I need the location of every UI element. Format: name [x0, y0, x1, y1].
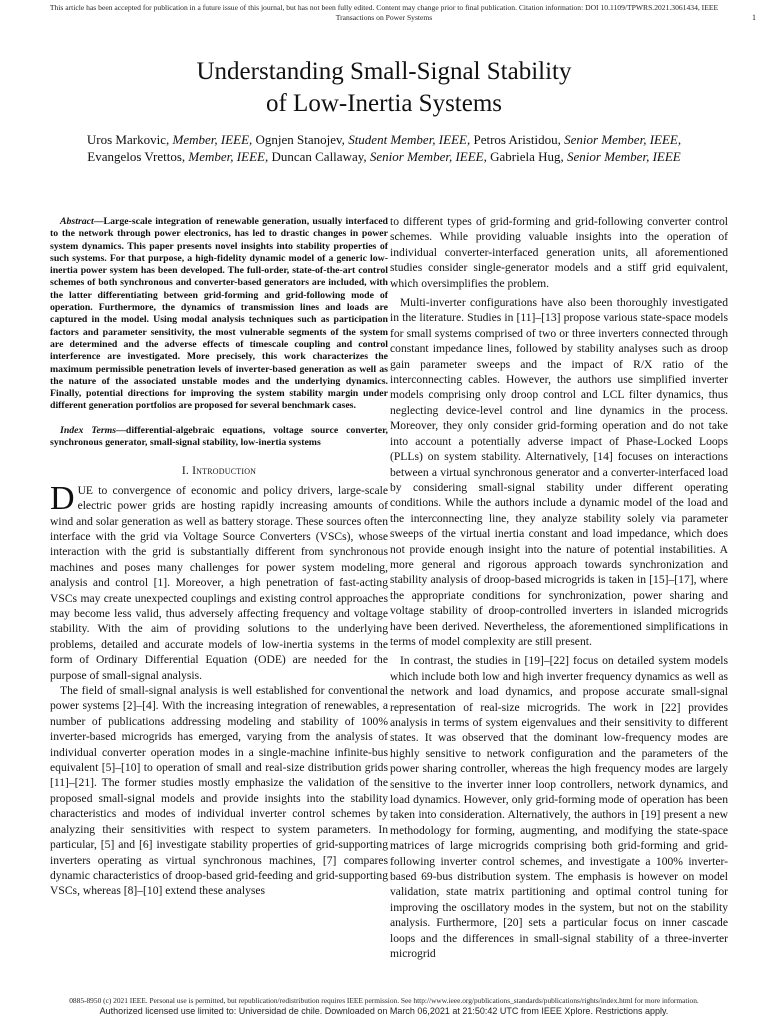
index-terms-text: —differential-algebraic equations, voltage source converter, synchronous generator, small-signal stability, low-inertia systems: [50, 424, 388, 449]
header-notice-line2: Transactions on Power Systems: [335, 13, 433, 22]
abstract-text: —Large-scale integration of renewable generation, usually interfaced to the network through power electronics, has led to drastic changes in power system dynamics. This paper presents novel insights into stability properties of such systems. For that purpose, a high-fidelity dynamic model of a generic low-inertia power system has been developed. The full-order, state-of-the-art control schemes of both synchronous and converter-based generators are included, with the latter differentiating between grid-forming and grid-following mode of operation. Furthermore, the dynamics of transmission lines and loads are captured in the model. Using modal analysis techniques such as participation factors and parameter sensitivity, the most vulnerable segments of the system are determined and the adverse effects of timescale coupling and control interference are investigated. More precisely, this work characterizes the maximum permissible penetration levels of inverter-based generation as well as the nature of the associated unstable modes and the underlying dynamics. Finally, potential directions for improving the system stability margin under different generation portfolios are proposed for several benchmark cases.: [50, 216, 388, 412]
right-paragraph-3: In contrast, the studies in [19]–[22] focus on detailed system models which include both low and high inverter frequency dynamics as well as the network and load dynamics, and propose accurate small-signal representation of real-size microgrids. The work in [22] provides analysis in terms of system eigenvalues and their sensitivity to different states. It was observed that the dominant low-frequency modes are highly sensitive to network configuration and the parameters of the power sharing controller, whereas the high frequency modes are largely sensitive to the inverter inner loop controllers, network dynamics, and load dynamics. However, only grid-forming mode of operation has been taken into consideration. Alternatively, the authors in [19] present a new methodology for forming, augmenting, and modifying the state-space matrices of large microgrids comprising both grid-forming and grid-following inverter control schemes, and investigate a 100% inverter-based 69-bus distribution system. The emphasis is however on model validation, state matrix partitioning and optimal control tuning for improving the oscillatory modes in the system, but not on the stability analysis. Furthermore, [20] sets a particular focus on inner cascade loops and the differences in small-signal stability of a three-inverter microgrid: [390, 654, 728, 961]
header-notice: [0, 3, 768, 23]
author-role: Senior Member, IEEE,: [369, 149, 487, 164]
intro-paragraph-1: [50, 479, 388, 683]
paper-title-line1: Understanding Small-Signal Stability: [196, 58, 572, 85]
author-role: Member, IEEE,: [172, 132, 253, 147]
paper-title: [0, 56, 768, 120]
author-name: Gabriela Hug,: [486, 149, 567, 164]
section-number: I.: [181, 464, 193, 478]
author-line2: [0, 148, 768, 165]
left-column: [50, 214, 388, 899]
abstract-label: Abstract: [60, 216, 94, 227]
author-role: Senior Member, IEEE,: [564, 132, 682, 147]
right-column: [390, 214, 728, 962]
abstract: [50, 214, 388, 413]
index-terms: [50, 425, 388, 450]
intro-paragraph-1-text: UE to convergence of economic and policy drivers, large-scale electric power grids are hosting rapidly increasing amounts of wind and solar generation as well as battery storage. These sources often interface with the grid via Voltage Source Converters (VSCs), whose interaction with the grid is substantially different from synchronous machines and poses many challenges for power system modeling, analysis and control [1]. Moreover, a high penetration of fast-acting VSCs may create unexpected couplings and existing control approaches may become less valid, thus adversely affecting frequency and voltage stability. With the aim of providing solutions to the underlying problems, detailed and accurate models of low-inertia systems in the form of Ordinary Differential Equation (ODE) are needed for the purpose of small-signal analysis.: [50, 483, 388, 682]
author-name: Duncan Callaway,: [268, 149, 370, 164]
author-name: Evangelos Vrettos,: [87, 149, 189, 164]
intro-paragraph-2: The field of small-signal analysis is well established for conventional power systems [2]–[4]. With the increasing integration of renewables, a number of publications addressing modeling and stability of 100% inverter-based microgrids has emerged, varying from the analysis of individual converter operation modes in a single-machine infinite-bus equivalent [5]–[10] to operation of small and real-size distribution grids [11]–[21]. The former studies mostly emphasize the validation of the proposed small-signal models and provide insights into the stability characteristics and modes of individual inverter control schemes by analyzing their sensitivities with respect to system parameters. In particular, [5] and [6] investigate stability properties of grid-supporting inverters operating as virtual synchronous machines, [7] compares dynamic characteristics of droop-based grid-feeding and grid-supporting VSCs, whereas [8]–[10] extend these analyses: [50, 684, 388, 898]
author-role: Student Member, IEEE,: [348, 132, 471, 147]
header-notice-line1: This article has been accepted for publication in a future issue of this journal, but has not been fully edited. Content may change prior to final publication. Citation information: DOI 10.1109/TPWRS.2021.3061434, IEEE: [49, 3, 719, 12]
author-role: Member, IEEE,: [188, 149, 269, 164]
author-name: Petros Aristidou,: [470, 132, 565, 147]
author-line1: [0, 131, 768, 148]
right-paragraph-1: to different types of grid-forming and grid-following converter control schemes. While providing valuable insights into the operation of individual converter-interfaced generation units, all aforementioned studies consider single-generator models and a stiff grid equivalent, which oversimplifies the problem.: [390, 215, 728, 290]
section-heading-introduction: [50, 463, 388, 478]
author-role: Senior Member, IEEE: [567, 149, 681, 164]
author-list: [0, 131, 768, 165]
right-paragraph-2: Multi-inverter configurations have also been thoroughly investigated in the literature. Studies in [11]–[13] propose various state-space models for small systems comprised of two or three inverters connected through constant impedance lines, followed by stability analyses such as droop gain parameter sweeps and the impact of R/X ratio of the interconnecting cables. However, the authors use simplified inverter models comprising only droop control and LCL filter dynamics, thus neglecting device-level control and line dynamics in the process. Moreover, they only consider grid-forming operation and do not take into account a potentially adverse impact of Phase-Locked Loops (PLLs) on system stability. Alternatively, [14] focuses on interactions between a virtual synchronous generator and a converter-interfaced load by considering small-signal stability under different operating conditions. While the authors include a dynamic model of the load and the interconnecting line, they analyze stability solely via parameter sweeps of the virtual inertia constant and load impedance, which does not provide enough insight into the nature of potential instabilities. A more general and rigorous approach towards synchronization and stability analysis of droop-based microgrids is taken in [15]–[17], where the appropriate conditions for synchronization, power sharing and voltage stability of droop-controlled inverters in islanded microgrids have been derived. Nevertheless, the aforementioned simplifications in terms of model complexity are still present.: [390, 296, 728, 648]
author-name: Ognjen Stanojev,: [252, 132, 349, 147]
author-name: Uros Markovic,: [86, 132, 173, 147]
index-terms-label: Index Terms: [60, 424, 117, 436]
footer-license: Authorized licensed use limited to: Universidad de chile. Downloaded on March 06,2021 at 21:50:42 UTC from IEEE Xplore. Restrictions apply.: [99, 1006, 669, 1016]
footer-copyright: 0885-8950 (c) 2021 IEEE. Personal use is permitted, but republication/redistribution requires IEEE permission. See http://www.ieee.org/publications_standards/publications/rights/index.html for more information.: [69, 996, 699, 1005]
page-number: 1: [752, 13, 756, 22]
paper-title-line2: of Low-Inertia Systems: [265, 90, 503, 117]
dropcap-letter: D: [50, 479, 75, 517]
section-title: Introduction: [192, 464, 257, 478]
